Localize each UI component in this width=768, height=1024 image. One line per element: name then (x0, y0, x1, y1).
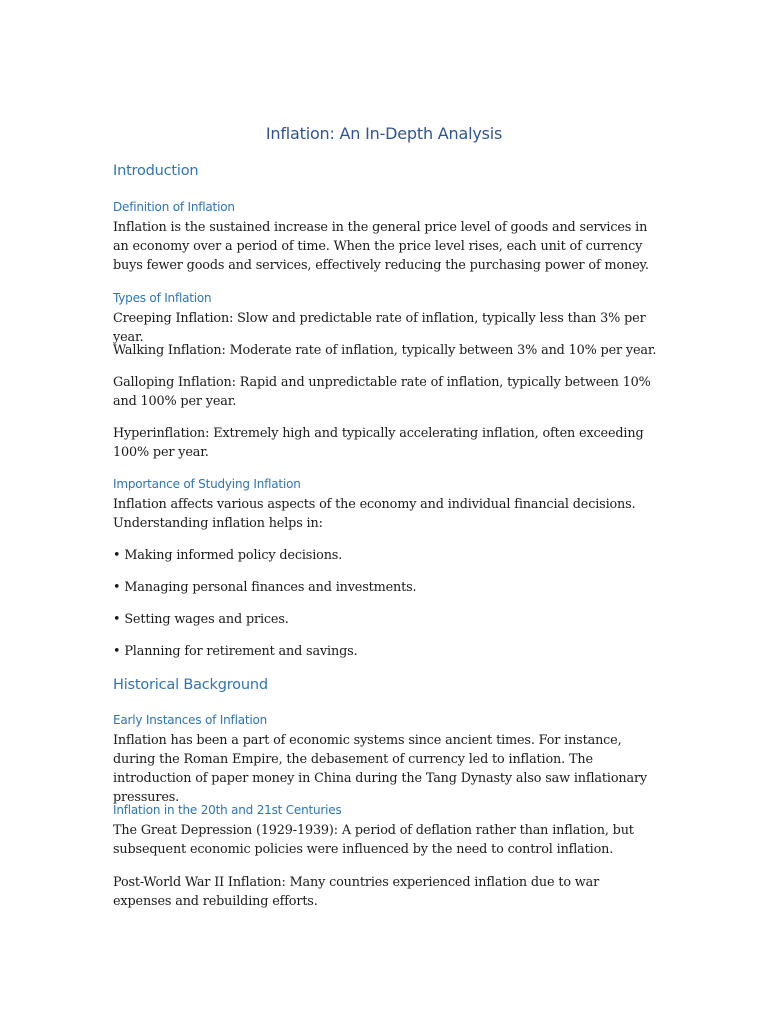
paragraph-galloping-inflation: Galloping Inflation: Rapid and unpredictable rate of inflation, typically between 10% and 100% per year. (113, 375, 651, 409)
subheading-early-instances: Early Instances of Inflation (113, 713, 268, 727)
paragraph-post-ww2: Post-World War II Inflation: Many countries experienced inflation due to war expenses and rebuilding efforts. (113, 875, 600, 909)
bullet-item-finances: • Managing personal finances and investments. (113, 580, 417, 595)
paragraph-definition: Inflation is the sustained increase in the general price level of goods and services in an economy over a period of time. When the price level rises, each unit of currency buys fewer goods and services, effectively reducing the purchasing power of money. (113, 220, 649, 273)
paragraph-importance: Inflation affects various aspects of the economy and individual financial decisions. Understanding inflation helps in: (113, 497, 636, 531)
bullet-item-retirement: • Planning for retirement and savings. (113, 644, 358, 659)
paragraph-hyperinflation: Hyperinflation: Extremely high and typically accelerating inflation, often exceeding 100% per year. (113, 426, 644, 460)
paragraph-walking-inflation: Walking Inflation: Moderate rate of inflation, typically between 3% and 10% per year. (113, 343, 657, 358)
paragraph-early-instances: Inflation has been a part of economic systems since ancient times. For instance, during the Roman Empire, the debasement of currency led to inflation. The introduction of paper money in China during the Tang Dynasty also saw inflationary pressures. (113, 733, 647, 805)
section-heading-history: Historical Background (113, 677, 268, 693)
subheading-modern-inflation: Inflation in the 20th and 21st Centuries (113, 803, 342, 817)
bullet-item-wages: • Setting wages and prices. (113, 612, 289, 627)
paragraph-great-depression: The Great Depression (1929-1939): A period of deflation rather than inflation, but subsequent economic policies were influenced by the need to control inflation. (113, 823, 634, 857)
document-title: Inflation: An In-Depth Analysis (265, 124, 503, 143)
section-heading-introduction: Introduction (113, 163, 199, 179)
bullet-item-policy: • Making informed policy decisions. (113, 548, 343, 563)
paragraph-creeping-inflation: Creeping Inflation: Slow and predictable rate of inflation, typically less than 3% per year. (113, 311, 646, 345)
subheading-definition: Definition of Inflation (113, 200, 235, 214)
subheading-importance: Importance of Studying Inflation (113, 477, 301, 491)
subheading-types: Types of Inflation (113, 291, 212, 305)
